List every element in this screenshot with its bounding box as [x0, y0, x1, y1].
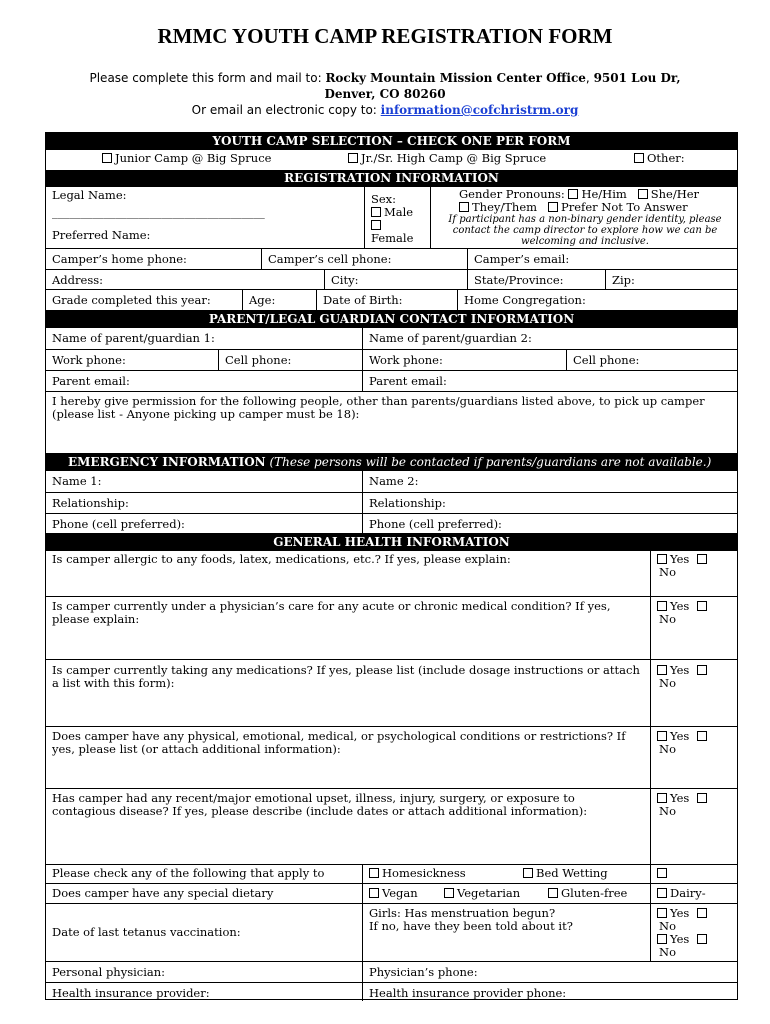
yes-label: Yes [670, 599, 690, 613]
state-field[interactable]: State/Province: [467, 270, 605, 289]
menstruation-q1: Girls: Has menstruation begun? [369, 906, 556, 920]
checkbox-icon[interactable] [697, 665, 707, 675]
dietary-label: Does camper have any special dietary [52, 886, 274, 900]
parent2-cell-phone[interactable]: Cell phone: [566, 350, 737, 370]
intro-sep: , [585, 71, 594, 85]
dairy-free-label: Dairy- [670, 886, 706, 900]
bedwetting-label: Bed Wetting [536, 866, 608, 880]
male-label: Male [384, 205, 414, 219]
emergency-header-note: (These persons will be contacted if parents/guardians are not available.) [265, 455, 712, 469]
no-label: No [659, 676, 676, 690]
recent-illness-question[interactable]: Has camper had any recent/major emotional upset, illness, injury, surgery, or exposure to contagious disease? If yes, please describe (include dates or attach additional information): [52, 791, 588, 818]
emergency-relationship2[interactable]: Relationship: [362, 493, 737, 513]
no-label: No [659, 565, 676, 579]
intro-prefix: Please complete this form and mail to: [89, 71, 326, 85]
parent-phone-row [46, 349, 737, 370]
medications-question[interactable]: Is camper currently taking any medications? If yes, please list (include dosage instructions or attach a list with this form): [52, 663, 640, 690]
vegan-option[interactable] [362, 884, 438, 903]
they-them-label: They/Them [472, 200, 538, 214]
gender-label: Gender Pronouns: [459, 187, 565, 201]
health-q2-row [46, 596, 737, 659]
checkbox-icon[interactable] [444, 888, 454, 898]
intro-text [0, 70, 770, 118]
intro-address: 9501 Lou Dr, [593, 71, 681, 85]
no-label: No [659, 612, 676, 626]
checkbox-icon[interactable] [369, 888, 379, 898]
physician-field[interactable]: Personal physician: [52, 965, 166, 979]
conditions-question[interactable]: Does camper have any physical, emotional, medical, or psychological conditions or restrictions? If yes, please list (or attach additional information): [52, 729, 626, 756]
no-label: No [659, 945, 676, 959]
parent-header: PARENT/LEGAL GUARDIAN CONTACT INFORMATION [46, 310, 737, 328]
checkbox-icon[interactable] [657, 665, 667, 675]
emergency-header-title: EMERGENCY INFORMATION [68, 455, 266, 469]
menstruation-q2: If no, have they been told about it? [369, 919, 573, 933]
phone-row [46, 248, 737, 269]
intro-city: Denver, CO 80260 [324, 87, 446, 101]
name-line: _____________________________________ [52, 205, 265, 219]
emergency-relationship1[interactable]: Relationship: [52, 496, 129, 510]
dietary-row [46, 883, 737, 903]
checkbox-icon[interactable] [657, 908, 667, 918]
other-apply-option[interactable] [650, 865, 737, 883]
checkbox-icon[interactable] [657, 793, 667, 803]
health-q3-row [46, 659, 737, 726]
emergency-relationship-row [46, 492, 737, 513]
checkbox-icon[interactable] [371, 220, 381, 230]
no-label: No [659, 919, 676, 933]
email-link[interactable]: information@cofchristrm.org [380, 103, 579, 117]
physician-care-question[interactable]: Is camper currently under a physician’s care for any acute or chronic medical condition? If yes, please explain: [52, 599, 611, 626]
parent2-name-field[interactable]: Name of parent/guardian 2: [362, 328, 737, 349]
prefer-not-label: Prefer Not To Answer [561, 200, 688, 214]
homesickness-label: Homesickness [382, 866, 466, 880]
nonbinary-note: If participant has a non-binary gender identity, please contact the camp director to explore how we can be welcoming and inclusive. [448, 214, 722, 247]
emergency-name1[interactable]: Name 1: [52, 474, 102, 488]
camp-selection-header: YOUTH CAMP SELECTION – CHECK ONE PER FORM [46, 133, 737, 150]
physician-row [46, 961, 737, 982]
checkbox-icon[interactable] [657, 554, 667, 564]
conditions-yes-no [650, 727, 737, 788]
cell-phone-field[interactable]: Camper’s cell phone: [261, 249, 467, 269]
menstruation-yes-no [650, 904, 737, 961]
emergency-phone2[interactable]: Phone (cell preferred): [362, 514, 737, 533]
physician-care-yes-no [650, 597, 737, 659]
sex-field [364, 187, 430, 248]
camp-option-jrsr[interactable] [342, 150, 550, 167]
tetanus-field[interactable]: Date of last tetanus vaccination: [52, 925, 241, 939]
checkbox-icon[interactable] [548, 888, 558, 898]
emergency-name-row [46, 471, 737, 492]
emergency-phone-row [46, 513, 737, 533]
name-row [46, 187, 737, 248]
legal-name-label: Legal Name: [52, 188, 127, 202]
camp-option-label: Jr./Sr. High Camp @ Big Spruce [361, 151, 547, 165]
vegetarian-option[interactable] [438, 884, 542, 903]
insurance-field[interactable]: Health insurance provider: [52, 986, 210, 1000]
registration-form [45, 132, 738, 1000]
checkbox-icon[interactable] [459, 202, 469, 212]
address-row [46, 269, 737, 289]
checkbox-icon[interactable] [697, 601, 707, 611]
no-label: No [659, 742, 676, 756]
checkbox-icon[interactable] [697, 908, 707, 918]
checkbox-icon[interactable] [634, 153, 644, 163]
camp-options-row [46, 150, 737, 167]
allergy-yes-no [650, 551, 737, 596]
checkbox-icon[interactable] [657, 934, 667, 944]
physician-phone-field[interactable]: Physician’s phone: [362, 962, 737, 982]
yes-label: Yes [670, 906, 690, 920]
yes-label: Yes [670, 663, 690, 677]
bedwetting-option[interactable] [517, 865, 650, 883]
grade-row [46, 289, 737, 310]
checkbox-icon[interactable] [657, 888, 667, 898]
apply-row [46, 864, 737, 883]
vegetarian-label: Vegetarian [457, 886, 521, 900]
no-label: No [659, 804, 676, 818]
congregation-field[interactable]: Home Congregation: [457, 290, 737, 310]
yes-label: Yes [670, 729, 690, 743]
grade-field[interactable]: Grade completed this year: [52, 293, 211, 307]
health-q1-row [46, 551, 737, 596]
health-header: GENERAL HEALTH INFORMATION [46, 533, 737, 551]
recent-illness-yes-no [650, 789, 737, 864]
parent-email-row [46, 370, 737, 391]
female-label: Female [371, 231, 414, 245]
city-field[interactable]: City: [324, 270, 467, 289]
camp-option-label: Junior Camp @ Big Spruce [115, 151, 272, 165]
sex-male[interactable] [371, 206, 426, 219]
gender-pronouns-field [430, 187, 737, 248]
yes-label: Yes [670, 791, 690, 805]
camper-email-field[interactable]: Camper’s email: [467, 249, 737, 269]
she-her-label: She/Her [650, 187, 700, 201]
parent1-email[interactable]: Parent email: [52, 374, 130, 388]
camp-option-label: Other: [647, 151, 685, 165]
menstruation-question [362, 904, 650, 961]
yes-label: Yes [670, 552, 690, 566]
checkbox-icon[interactable] [697, 793, 707, 803]
parent2-email[interactable]: Parent email: [362, 371, 737, 391]
checkbox-icon[interactable] [371, 207, 381, 217]
dob-field[interactable]: Date of Birth: [316, 290, 457, 310]
checkbox-icon[interactable] [657, 731, 667, 741]
age-field[interactable]: Age: [242, 290, 316, 310]
checkbox-icon[interactable] [102, 153, 112, 163]
checkbox-icon[interactable] [369, 868, 379, 878]
parent1-name-field[interactable]: Name of parent/guardian 1: [52, 331, 215, 345]
checkbox-icon[interactable] [697, 934, 707, 944]
gluten-free-label: Gluten-free [561, 886, 628, 900]
parent1-cell-phone[interactable]: Cell phone: [218, 350, 362, 370]
apply-label: Please check any of the following that apply to [52, 866, 325, 880]
checkbox-icon[interactable] [697, 554, 707, 564]
checkbox-icon[interactable] [697, 731, 707, 741]
he-him-label: He/Him [581, 187, 627, 201]
vegan-label: Vegan [382, 886, 418, 900]
form-title: RMMC YOUTH CAMP REGISTRATION FORM [157, 24, 613, 48]
dairy-free-option[interactable] [650, 884, 737, 903]
checkbox-icon[interactable] [657, 868, 667, 878]
pickup-permission-field[interactable]: I hereby give permission for the following people, other than parents/guardians listed above, to pick up camper (please list - Anyone picking up camper must be 18): [52, 394, 705, 421]
emergency-name2[interactable]: Name 2: [362, 471, 737, 492]
parent2-work-phone[interactable]: Work phone: [362, 350, 566, 370]
camp-option-junior[interactable] [96, 150, 275, 167]
sex-label: Sex: [371, 192, 397, 206]
insurance-phone-field[interactable]: Health insurance provider phone: [362, 983, 737, 1001]
allergy-question[interactable]: Is camper allergic to any foods, latex, medications, etc.? If yes, please explain: [52, 552, 511, 566]
registration-header: REGISTRATION INFORMATION [46, 170, 737, 187]
health-q4-row [46, 726, 737, 788]
health-q5-row [46, 788, 737, 864]
checkbox-icon[interactable] [548, 202, 558, 212]
intro-email-prefix: Or email an electronic copy to: [191, 103, 381, 117]
medications-yes-no [650, 660, 737, 726]
checkbox-icon[interactable] [638, 189, 648, 199]
legal-name-field[interactable] [46, 187, 364, 248]
gluten-free-option[interactable] [542, 884, 650, 903]
parent1-work-phone[interactable]: Work phone: [52, 353, 126, 367]
preferred-name-label: Preferred Name: [52, 228, 151, 242]
address-field[interactable]: Address: [52, 273, 104, 287]
checkbox-icon[interactable] [523, 868, 533, 878]
checkbox-icon[interactable] [568, 189, 578, 199]
insurance-row [46, 982, 737, 1001]
emergency-header [46, 453, 737, 471]
intro-org: Rocky Mountain Mission Center Office [325, 71, 586, 85]
zip-field[interactable]: Zip: [605, 270, 737, 289]
camp-option-other[interactable] [628, 150, 689, 167]
emergency-phone1[interactable]: Phone (cell preferred): [52, 517, 185, 531]
pickup-permission-row [46, 391, 737, 453]
homesickness-option[interactable] [362, 865, 517, 883]
tetanus-row [46, 903, 737, 961]
yes-label: Yes [670, 932, 690, 946]
parent-name-row [46, 328, 737, 349]
checkbox-icon[interactable] [657, 601, 667, 611]
home-phone-field[interactable]: Camper’s home phone: [52, 252, 187, 266]
checkbox-icon[interactable] [348, 153, 358, 163]
